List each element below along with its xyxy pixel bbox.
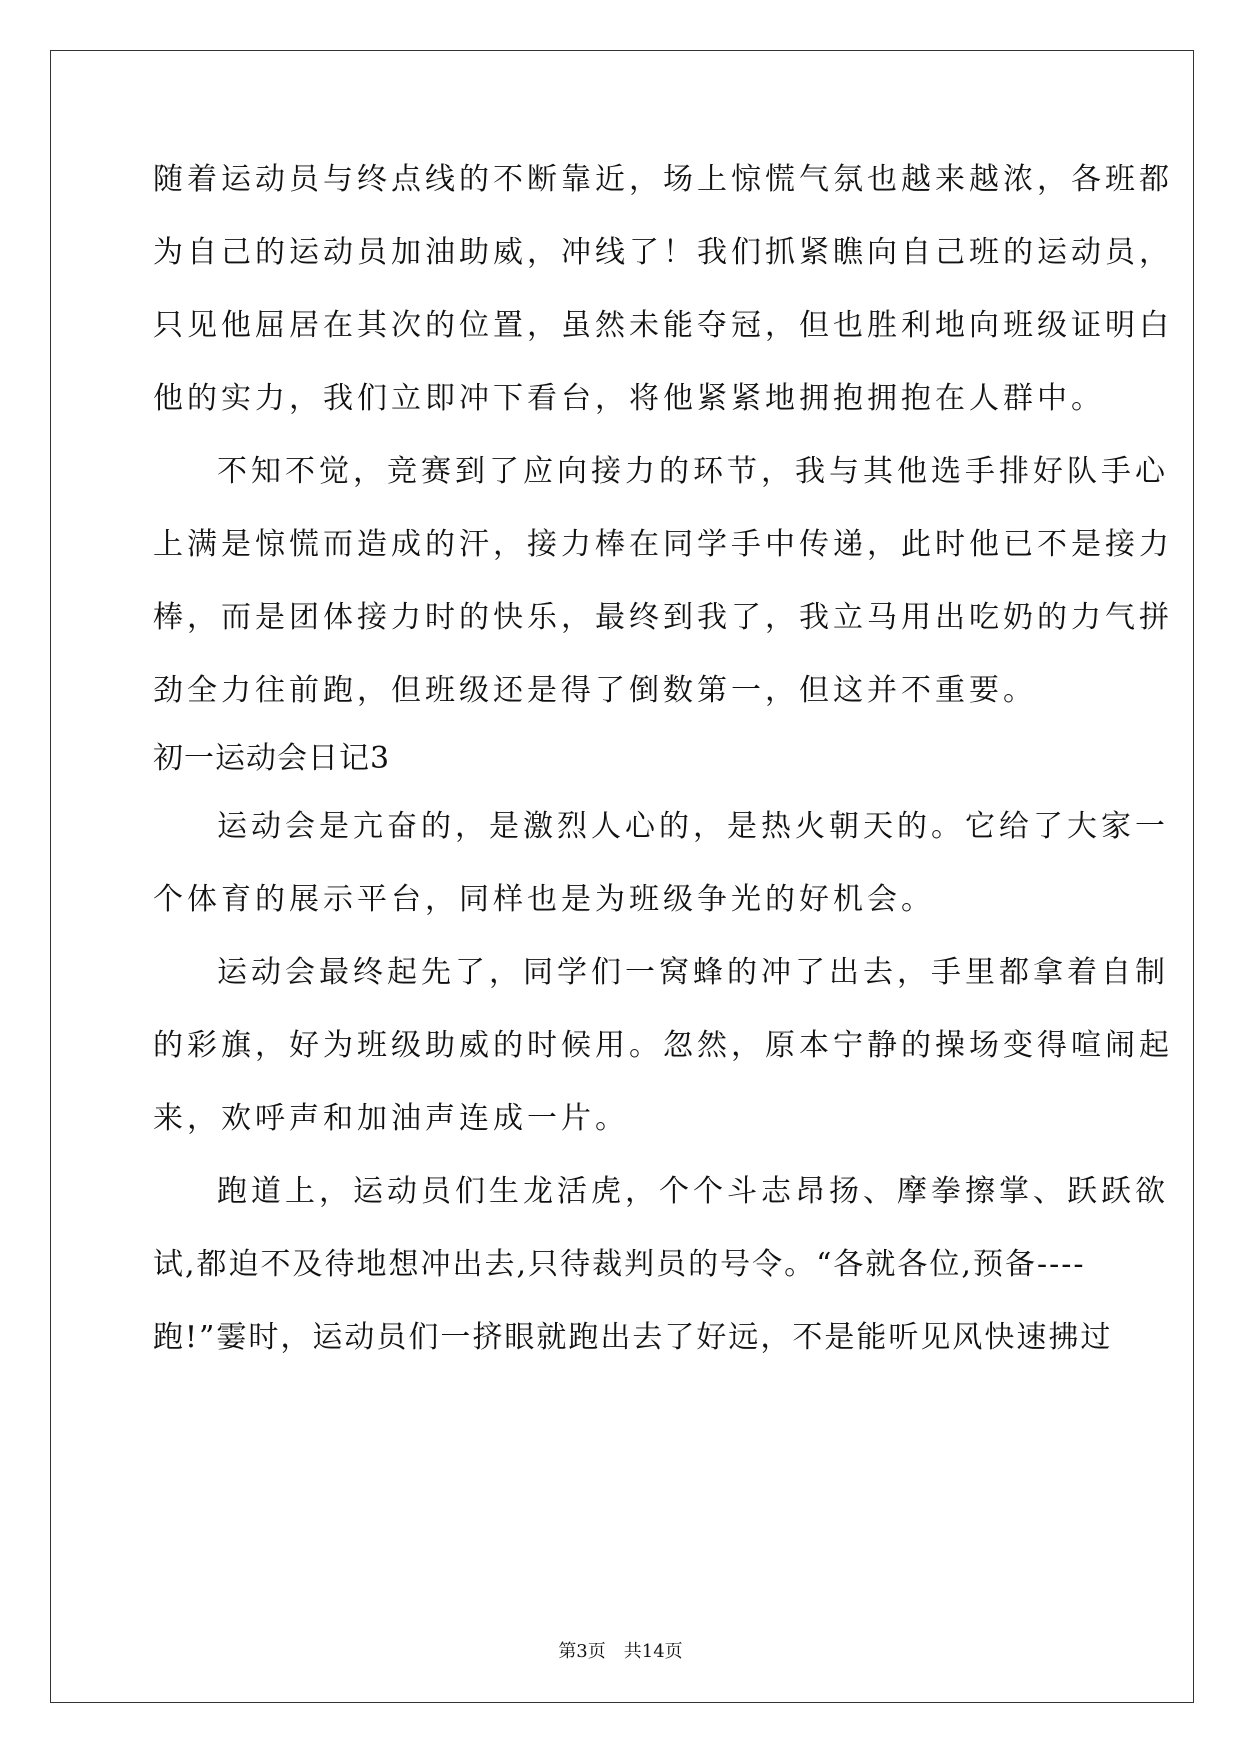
body-line: 只见他屈居在其次的位置，虽然未能夺冠，但也胜利地向班级证明白 [153, 308, 1173, 343]
paragraph-first-line: 运动会是亢奋的，是激烈人心的，是热火朝天的。它给了大家一 [217, 809, 1169, 844]
body-line: 跑!”霎时，运动员们一挤眼就跑出去了好远，不是能听见风快速拂过 [153, 1320, 1113, 1355]
body-line: 试,都迫不及待地想冲出去,只待裁判员的号令。“各就各位,预备---- [153, 1247, 1086, 1282]
body-line: 上满是惊慌而造成的汗，接力棒在同学手中传递，此时他已不是接力 [153, 527, 1173, 562]
page-footer [0, 1637, 1241, 1663]
body-line: 劲全力往前跑，但班级还是得了倒数第一，但这并不重要。 [153, 673, 1037, 708]
paragraph-first-line: 跑道上，运动员们生龙活虎，个个斗志昂扬、摩拳擦掌、跃跃欲 [217, 1174, 1169, 1209]
body-line: 为自己的运动员加油助威，冲线了！我们抓紧瞧向自己班的运动员， [153, 235, 1173, 270]
body-line: 随着运动员与终点线的不断靠近，场上惊慌气氛也越来越浓，各班都 [153, 162, 1173, 197]
body-line: 棒，而是团体接力时的快乐，最终到我了，我立马用出吃奶的力气拼 [153, 600, 1173, 635]
paragraph-first-line: 运动会最终起先了，同学们一窝蜂的冲了出去，手里都拿着自制 [217, 955, 1169, 990]
page-total: 共14页 [623, 1641, 683, 1662]
body-line: 的彩旗，好为班级助威的时候用。忽然，原本宁静的操场变得喧闹起 [153, 1028, 1173, 1063]
section-heading: 初一运动会日记3 [153, 741, 391, 776]
paragraph-first-line: 不知不觉，竞赛到了应向接力的环节，我与其他选手排好队手心 [217, 454, 1169, 489]
body-line: 个体育的展示平台，同样也是为班级争光的好机会。 [153, 882, 935, 917]
page-border [50, 50, 1194, 1703]
body-line: 来，欢呼声和加油声连成一片。 [153, 1101, 629, 1136]
body-line: 他的实力，我们立即冲下看台，将他紧紧地拥抱拥抱在人群中。 [153, 381, 1105, 416]
page-number: 第3页 [558, 1641, 606, 1662]
